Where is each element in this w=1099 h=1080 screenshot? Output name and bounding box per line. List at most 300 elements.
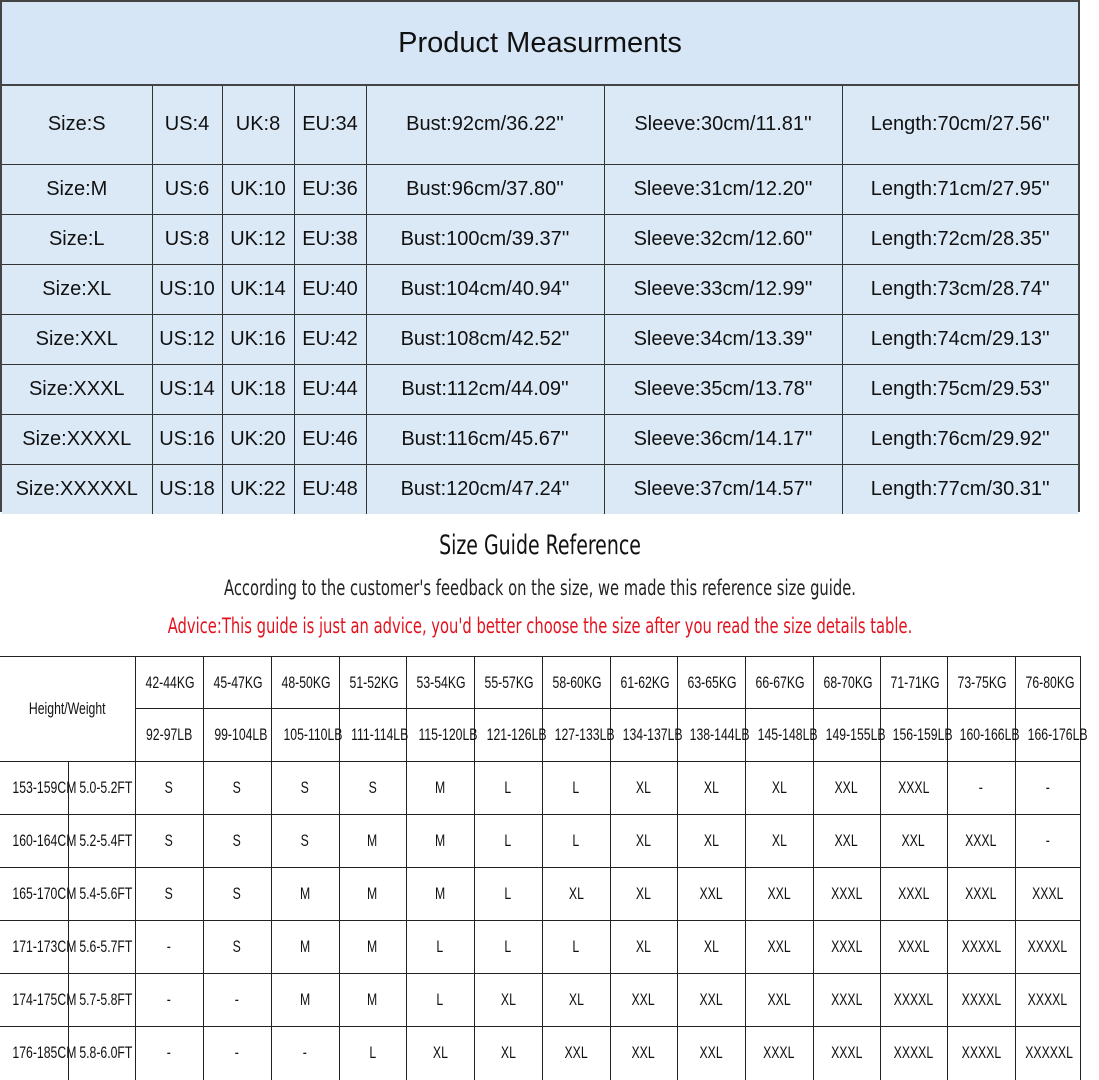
recommended-size-cell-text: XXXL <box>763 1043 795 1063</box>
recommended-size-cell <box>880 868 947 921</box>
recommended-size-cell-text: XXXL <box>1031 884 1064 903</box>
recommended-size-cell <box>947 815 1015 868</box>
recommended-size-cell-text: S <box>300 778 310 797</box>
recommended-size-cell <box>745 815 813 868</box>
weight-lb-header <box>947 709 1020 762</box>
recommended-size-cell-text: XXXL <box>965 884 997 903</box>
weight-lb-header <box>745 709 818 762</box>
recommended-size-cell <box>880 974 947 1027</box>
recommended-size-cell-text: XXL <box>699 990 723 1009</box>
recommended-size-cell <box>406 762 474 815</box>
weight-lb-header <box>271 709 342 762</box>
measurement-eu-cell: EU:42 <box>294 314 366 364</box>
recommended-size-cell <box>271 762 339 815</box>
measurement-length-cell: Length:74cm/29.13'' <box>842 314 1078 364</box>
recommended-size-cell-text: S <box>368 778 377 797</box>
size-guide-header <box>0 514 1080 656</box>
weight-kg-header <box>610 657 677 709</box>
recommended-size-cell <box>474 1027 542 1080</box>
recommended-size-cell <box>813 1027 880 1080</box>
weight-kg-header <box>203 657 271 709</box>
recommended-size-cell-text: XXXL <box>830 1043 863 1063</box>
height-ft-cell-text: 5.2-5.4FT <box>78 831 132 850</box>
measurement-us-cell: US:6 <box>152 164 222 214</box>
measurement-sleeve-cell: Sleeve:34cm/13.39'' <box>604 314 842 364</box>
recommended-size-cell-text: - <box>234 990 240 1009</box>
weight-lb-header <box>203 709 271 762</box>
weight-lb-header <box>610 709 683 762</box>
recommended-size-cell-text: S <box>232 778 242 797</box>
measurement-sleeve-cell: Sleeve:36cm/14.17'' <box>604 414 842 464</box>
weight-lb-header-text: 149-155LB <box>825 725 886 744</box>
weight-lb-header-text: 99-104LB <box>213 725 267 744</box>
height-weight-corner-text: Height/Weight <box>28 699 106 718</box>
height-ft-cell <box>68 762 135 815</box>
height-ft-cell-text: 5.7-5.8FT <box>78 990 132 1009</box>
measurement-size-cell: Size:XXXXXL <box>2 464 152 514</box>
recommended-size-cell-text: XXXL <box>830 990 863 1009</box>
weight-lb-header-text: 115-120LB <box>417 725 477 744</box>
recommended-size-cell-text: XL <box>703 831 719 850</box>
height-cm-cell-text: 174-175CM <box>12 990 77 1009</box>
recommended-size-cell-text: - <box>166 1043 172 1063</box>
recommended-size-cell-text: M <box>367 884 378 903</box>
recommended-size-cell-text: L <box>436 990 444 1009</box>
height-row <box>0 921 1080 974</box>
measurement-bust-cell: Bust:104cm/40.94'' <box>366 264 604 314</box>
height-ft-cell-text: 5.6-5.7FT <box>78 937 132 956</box>
weight-kg-header-text: 63-65KG <box>687 672 737 692</box>
measurement-us-cell: US:18 <box>152 464 222 514</box>
weight-kg-header-text: 76-80KG <box>1025 672 1075 692</box>
recommended-size-cell <box>542 1027 610 1080</box>
recommended-size-cell <box>406 815 474 868</box>
recommended-size-cell-text: S <box>164 884 174 903</box>
recommended-size-cell <box>813 868 880 921</box>
recommended-size-cell-text: XXXL <box>897 937 930 956</box>
recommended-size-cell <box>542 762 610 815</box>
measurement-size-cell: Size:M <box>2 164 152 214</box>
height-weight-corner <box>0 657 135 762</box>
recommended-size-cell-text: S <box>232 831 242 850</box>
weight-lb-header <box>880 709 953 762</box>
recommended-size-cell <box>203 868 271 921</box>
weight-kg-header <box>339 657 406 709</box>
recommended-size-cell-text: - <box>1045 831 1050 850</box>
recommended-size-cell-text: S <box>300 831 310 850</box>
recommended-size-cell <box>339 974 406 1027</box>
measurement-us-cell: US:4 <box>152 86 222 164</box>
recommended-size-cell-text: XXL <box>834 778 859 797</box>
recommended-size-cell-text: XXL <box>767 937 791 956</box>
height-cm-cell <box>0 974 77 1027</box>
recommended-size-cell <box>406 1027 474 1080</box>
recommended-size-cell <box>203 815 271 868</box>
measurement-sleeve-cell: Sleeve:35cm/13.78'' <box>604 364 842 414</box>
recommended-size-cell-text: XL <box>771 778 787 797</box>
recommended-size-cell <box>339 921 406 974</box>
measurement-sleeve-cell: Sleeve:31cm/12.20'' <box>604 164 842 214</box>
measurement-row <box>2 314 1078 364</box>
recommended-size-cell-text: XXL <box>834 831 859 850</box>
height-cm-cell <box>0 921 77 974</box>
recommended-size-cell-text: L <box>572 937 580 956</box>
weight-lb-header <box>677 709 750 762</box>
height-ft-cell-text: 5.0-5.2FT <box>78 778 132 797</box>
recommended-size-cell-text: M <box>299 990 311 1009</box>
recommended-size-cell <box>339 762 406 815</box>
weight-lb-header <box>813 709 886 762</box>
recommended-size-cell-text: M <box>434 831 446 850</box>
measurement-uk-cell: UK:20 <box>222 414 294 464</box>
measurement-uk-cell: UK:8 <box>222 86 294 164</box>
recommended-size-cell-text: - <box>302 1043 308 1063</box>
recommended-size-cell-text: XXXL <box>830 937 863 956</box>
recommended-size-cell <box>813 921 880 974</box>
weight-lb-header-text: 105-110LB <box>282 725 342 744</box>
recommended-size-cell <box>1015 762 1080 815</box>
recommended-size-cell-text: XXXXXL <box>1024 1043 1073 1063</box>
measurement-sleeve-cell: Sleeve:37cm/14.57'' <box>604 464 842 514</box>
recommended-size-cell-text: L <box>504 778 512 797</box>
weight-lb-header-row <box>0 709 1080 762</box>
height-cm-cell-text: 176-185CM <box>12 1043 77 1063</box>
size-guide-table <box>0 656 1088 1080</box>
weight-lb-header-text: 145-148LB <box>757 725 818 744</box>
recommended-size-cell-text: - <box>978 778 984 797</box>
weight-lb-header-text: 166-176LB <box>1027 725 1088 744</box>
weight-kg-header <box>474 657 542 709</box>
measurement-length-cell: Length:75cm/29.53'' <box>842 364 1078 414</box>
height-ft-cell <box>68 868 135 921</box>
weight-kg-header-text: 42-44KG <box>145 672 195 692</box>
weight-kg-header-text: 66-67KG <box>755 672 805 692</box>
weight-kg-header-text: 55-57KG <box>484 672 534 692</box>
recommended-size-cell-text: M <box>367 937 378 956</box>
recommended-size-cell <box>947 974 1015 1027</box>
measurement-uk-cell: UK:10 <box>222 164 294 214</box>
weight-kg-header-row <box>0 657 1080 709</box>
recommended-size-cell-text: - <box>166 937 172 956</box>
measurement-us-cell: US:16 <box>152 414 222 464</box>
recommended-size-cell <box>203 762 271 815</box>
measurement-eu-cell: EU:38 <box>294 214 366 264</box>
recommended-size-cell <box>610 974 677 1027</box>
measurement-us-cell: US:10 <box>152 264 222 314</box>
measurement-uk-cell: UK:14 <box>222 264 294 314</box>
weight-kg-header <box>947 657 1015 709</box>
recommended-size-cell <box>880 1027 947 1080</box>
height-cm-cell-text: 171-173CM <box>12 937 77 956</box>
product-measurements-panel <box>0 0 1080 512</box>
measurement-row <box>2 164 1078 214</box>
measurement-eu-cell: EU:36 <box>294 164 366 214</box>
recommended-size-cell-text: XXXL <box>897 884 930 903</box>
recommended-size-cell-text: XXL <box>901 831 926 850</box>
recommended-size-cell <box>135 921 203 974</box>
measurement-row <box>2 464 1078 514</box>
recommended-size-cell-text: XL <box>771 831 787 850</box>
recommended-size-cell-text: XXXXL <box>893 990 934 1009</box>
weight-kg-header <box>813 657 880 709</box>
recommended-size-cell-text: XXXXL <box>893 1043 934 1063</box>
recommended-size-cell <box>677 1027 745 1080</box>
weight-lb-header-text: 92-97LB <box>145 725 193 744</box>
recommended-size-cell-text: L <box>572 831 580 850</box>
measurement-row <box>2 86 1078 164</box>
measurement-bust-cell: Bust:116cm/45.67'' <box>366 414 604 464</box>
recommended-size-cell <box>135 868 203 921</box>
recommended-size-cell <box>203 974 271 1027</box>
recommended-size-cell <box>813 974 880 1027</box>
weight-kg-header-text: 61-62KG <box>620 672 670 692</box>
weight-kg-header-text: 68-70KG <box>823 672 873 692</box>
measurement-length-cell: Length:70cm/27.56'' <box>842 86 1078 164</box>
measurement-size-cell: Size:XL <box>2 264 152 314</box>
weight-kg-header <box>271 657 339 709</box>
height-cm-cell-text: 165-170CM <box>12 884 77 903</box>
recommended-size-cell <box>1015 921 1080 974</box>
recommended-size-cell <box>610 815 677 868</box>
recommended-size-cell-text: XL <box>636 778 651 797</box>
height-ft-cell <box>68 921 135 974</box>
recommended-size-cell-text: XXXXL <box>961 990 1001 1009</box>
measurement-sleeve-cell: Sleeve:33cm/12.99'' <box>604 264 842 314</box>
recommended-size-cell-text: XL <box>636 831 651 850</box>
recommended-size-cell <box>542 921 610 974</box>
recommended-size-cell <box>474 868 542 921</box>
recommended-size-cell <box>135 815 203 868</box>
measurement-length-cell: Length:73cm/28.74'' <box>842 264 1078 314</box>
weight-lb-header-text: 111-114LB <box>350 725 408 744</box>
recommended-size-cell-text: XXXL <box>897 778 930 797</box>
measurement-size-cell: Size:XXXL <box>2 364 152 414</box>
height-row <box>0 974 1080 1027</box>
weight-lb-header-text: 138-144LB <box>689 725 750 744</box>
measurement-bust-cell: Bust:96cm/37.80'' <box>366 164 604 214</box>
measurement-uk-cell: UK:12 <box>222 214 294 264</box>
recommended-size-cell <box>406 868 474 921</box>
measurement-bust-cell: Bust:108cm/42.52'' <box>366 314 604 364</box>
recommended-size-cell <box>271 1027 339 1080</box>
recommended-size-cell <box>203 921 271 974</box>
weight-kg-header-text: 45-47KG <box>213 672 263 692</box>
height-ft-cell-text: 5.4-5.6FT <box>78 884 132 903</box>
height-ft-cell-text: 5.8-6.0FT <box>78 1043 132 1063</box>
measurements-table <box>2 86 1078 514</box>
recommended-size-cell-text: XL <box>703 778 719 797</box>
recommended-size-cell-text: - <box>234 1043 240 1063</box>
recommended-size-cell <box>947 1027 1015 1080</box>
weight-lb-header-text: 160-166LB <box>959 725 1020 744</box>
recommended-size-cell-text: L <box>572 778 580 797</box>
recommended-size-cell-text: XL <box>636 937 651 956</box>
recommended-size-cell <box>880 921 947 974</box>
measurement-uk-cell: UK:22 <box>222 464 294 514</box>
measurement-uk-cell: UK:18 <box>222 364 294 414</box>
recommended-size-cell-text: S <box>164 778 174 797</box>
measurements-title: Product Measurments <box>2 2 1078 86</box>
recommended-size-cell <box>339 868 406 921</box>
recommended-size-cell <box>474 815 542 868</box>
recommended-size-cell <box>271 921 339 974</box>
recommended-size-cell <box>677 868 745 921</box>
recommended-size-cell <box>610 762 677 815</box>
recommended-size-cell-text: XL <box>432 1043 448 1063</box>
height-cm-cell <box>0 868 77 921</box>
recommended-size-cell-text: M <box>299 884 311 903</box>
height-row <box>0 868 1080 921</box>
recommended-size-cell-text: - <box>1045 778 1050 797</box>
recommended-size-cell-text: XXXXL <box>961 1043 1001 1063</box>
measurement-eu-cell: EU:46 <box>294 414 366 464</box>
recommended-size-cell-text: XL <box>500 990 516 1009</box>
measurement-eu-cell: EU:44 <box>294 364 366 414</box>
weight-lb-header-text: 127-133LB <box>554 725 615 744</box>
height-cm-cell-text: 160-164CM <box>12 831 77 850</box>
recommended-size-cell-text: L <box>436 937 444 956</box>
recommended-size-cell-text: - <box>166 990 172 1009</box>
weight-kg-header <box>745 657 813 709</box>
recommended-size-cell-text: XXXXL <box>1027 937 1068 956</box>
measurement-size-cell: Size:S <box>2 86 152 164</box>
recommended-size-cell <box>745 974 813 1027</box>
recommended-size-cell <box>610 921 677 974</box>
measurement-size-cell: Size:XXL <box>2 314 152 364</box>
height-cm-cell <box>0 762 77 815</box>
weight-lb-header <box>1015 709 1088 762</box>
weight-kg-header-text: 53-54KG <box>416 672 466 692</box>
weight-kg-header-text: 48-50KG <box>281 672 331 692</box>
recommended-size-cell <box>271 815 339 868</box>
measurement-row <box>2 264 1078 314</box>
height-ft-cell <box>68 974 135 1027</box>
height-ft-cell <box>68 815 135 868</box>
weight-kg-header-text: 73-75KG <box>957 672 1007 692</box>
recommended-size-cell <box>677 815 745 868</box>
recommended-size-cell-text: XXL <box>564 1043 588 1063</box>
recommended-size-cell <box>1015 868 1080 921</box>
recommended-size-cell <box>406 974 474 1027</box>
recommended-size-cell-text: L <box>504 884 512 903</box>
recommended-size-cell <box>406 921 474 974</box>
measurement-length-cell: Length:77cm/30.31'' <box>842 464 1078 514</box>
recommended-size-cell-text: M <box>434 778 446 797</box>
height-ft-cell <box>68 1027 135 1080</box>
recommended-size-cell <box>542 815 610 868</box>
recommended-size-cell <box>339 1027 406 1080</box>
recommended-size-cell <box>677 921 745 974</box>
recommended-size-cell-text: XXXL <box>965 831 997 850</box>
weight-lb-header-text: 134-137LB <box>622 725 683 744</box>
recommended-size-cell <box>745 921 813 974</box>
weight-kg-header <box>880 657 947 709</box>
recommended-size-cell <box>474 762 542 815</box>
height-row <box>0 815 1080 868</box>
weight-kg-header <box>1015 657 1080 709</box>
recommended-size-cell-text: XXXXL <box>1027 990 1068 1009</box>
height-row <box>0 762 1080 815</box>
recommended-size-cell-text: S <box>232 884 242 903</box>
recommended-size-cell <box>880 815 947 868</box>
recommended-size-cell <box>135 1027 203 1080</box>
recommended-size-cell <box>339 815 406 868</box>
weight-kg-header <box>677 657 745 709</box>
weight-kg-header <box>135 657 203 709</box>
weight-lb-header <box>406 709 477 762</box>
measurement-length-cell: Length:71cm/27.95'' <box>842 164 1078 214</box>
recommended-size-cell-text: XL <box>500 1043 516 1063</box>
weight-kg-header-text: 51-52KG <box>349 672 399 692</box>
recommended-size-cell <box>135 762 203 815</box>
measurement-sleeve-cell: Sleeve:32cm/12.60'' <box>604 214 842 264</box>
recommended-size-cell <box>474 974 542 1027</box>
recommended-size-cell <box>474 921 542 974</box>
weight-lb-header <box>542 709 615 762</box>
recommended-size-cell-text: M <box>367 990 378 1009</box>
recommended-size-cell <box>610 1027 677 1080</box>
recommended-size-cell <box>203 1027 271 1080</box>
measurement-row <box>2 414 1078 464</box>
measurement-bust-cell: Bust:112cm/44.09'' <box>366 364 604 414</box>
recommended-size-cell-text: XL <box>703 937 719 956</box>
measurement-size-cell: Size:L <box>2 214 152 264</box>
recommended-size-cell-text: L <box>504 937 512 956</box>
measurement-length-cell: Length:72cm/28.35'' <box>842 214 1078 264</box>
weight-lb-header-text: 121-126LB <box>486 725 547 744</box>
recommended-size-cell-text: M <box>367 831 378 850</box>
recommended-size-cell <box>880 762 947 815</box>
recommended-size-cell <box>745 1027 813 1080</box>
recommended-size-cell <box>813 815 880 868</box>
recommended-size-cell-text: S <box>164 831 174 850</box>
recommended-size-cell-text: XXL <box>699 1043 723 1063</box>
recommended-size-cell-text: XL <box>568 884 584 903</box>
weight-kg-header-text: 71-71KG <box>890 672 940 692</box>
recommended-size-cell-text: S <box>232 937 242 956</box>
measurement-length-cell: Length:76cm/29.92'' <box>842 414 1078 464</box>
recommended-size-cell <box>947 868 1015 921</box>
recommended-size-cell <box>610 868 677 921</box>
measurement-eu-cell: EU:48 <box>294 464 366 514</box>
recommended-size-cell-text: XXL <box>767 884 791 903</box>
recommended-size-cell <box>745 762 813 815</box>
recommended-size-cell-text: L <box>369 1043 376 1063</box>
measurement-eu-cell: EU:40 <box>294 264 366 314</box>
recommended-size-cell-text: M <box>434 884 446 903</box>
size-guide-title: Size Guide Reference <box>439 530 641 561</box>
measurement-us-cell: US:8 <box>152 214 222 264</box>
measurement-uk-cell: UK:16 <box>222 314 294 364</box>
recommended-size-cell-text: XXXL <box>830 884 863 903</box>
weight-lb-header <box>339 709 406 762</box>
recommended-size-cell <box>271 868 339 921</box>
recommended-size-cell <box>677 974 745 1027</box>
recommended-size-cell-text: M <box>299 937 311 956</box>
recommended-size-cell-text: XXXXL <box>961 937 1001 956</box>
recommended-size-cell <box>677 762 745 815</box>
measurement-bust-cell: Bust:100cm/39.37'' <box>366 214 604 264</box>
recommended-size-cell <box>813 762 880 815</box>
recommended-size-cell <box>271 974 339 1027</box>
height-row <box>0 1027 1080 1080</box>
measurement-us-cell: US:12 <box>152 314 222 364</box>
recommended-size-cell-text: L <box>504 831 512 850</box>
measurement-us-cell: US:14 <box>152 364 222 414</box>
size-guide-subtitle: According to the customer's feedback on the size, we made this reference size guide. <box>224 576 856 600</box>
recommended-size-cell <box>542 868 610 921</box>
height-cm-cell-text: 153-159CM <box>12 778 77 797</box>
